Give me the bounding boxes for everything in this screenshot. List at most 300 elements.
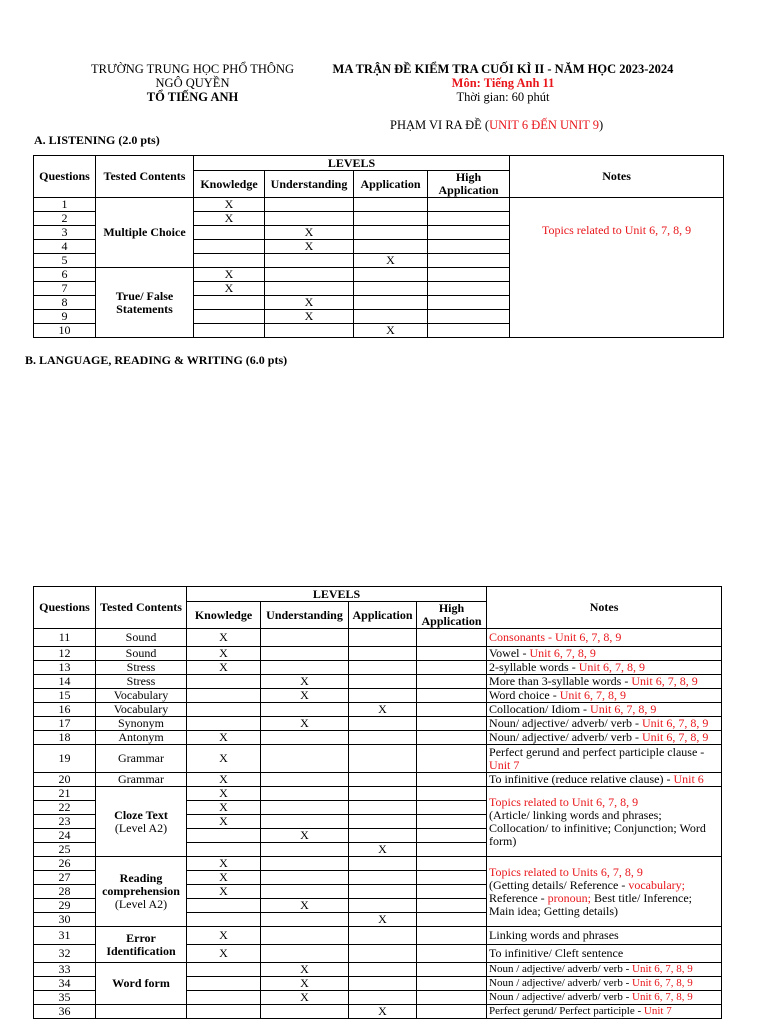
application-mark bbox=[349, 885, 417, 899]
note-unit: Unit 6, 7, 8, 9 bbox=[632, 991, 693, 1003]
col-levels: LEVELS bbox=[194, 156, 510, 171]
knowledge-mark bbox=[187, 703, 261, 717]
note bbox=[487, 977, 722, 991]
col-understanding: Understanding bbox=[261, 602, 349, 629]
note bbox=[487, 629, 722, 647]
high-application-mark bbox=[417, 871, 487, 885]
note-unit: Unit 6, 7, 8, 9 bbox=[642, 716, 709, 730]
knowledge-mark: X bbox=[187, 731, 261, 745]
high-application-mark bbox=[417, 829, 487, 843]
understanding-mark bbox=[261, 745, 349, 773]
note bbox=[487, 647, 722, 661]
question-number: 26 bbox=[34, 857, 96, 871]
application-mark bbox=[349, 963, 417, 977]
understanding-mark bbox=[261, 647, 349, 661]
knowledge-mark bbox=[194, 296, 265, 310]
understanding-mark bbox=[261, 773, 349, 787]
table-row bbox=[34, 647, 722, 661]
application-mark bbox=[354, 310, 428, 324]
note-text: Perfect gerund/ Perfect participle - bbox=[489, 1005, 644, 1017]
application-mark bbox=[349, 815, 417, 829]
understanding-mark bbox=[265, 198, 354, 212]
note-unit: Unit 6, 7, 8, 9 bbox=[631, 674, 698, 688]
col-notes: Notes bbox=[510, 156, 724, 198]
application-mark bbox=[349, 899, 417, 913]
high-application-mark bbox=[417, 963, 487, 977]
knowledge-mark: X bbox=[187, 945, 261, 963]
table-row bbox=[34, 1005, 722, 1019]
high-application-mark bbox=[417, 801, 487, 815]
tested-content: Synonym bbox=[96, 717, 187, 731]
high-application-mark bbox=[417, 661, 487, 675]
question-number: 24 bbox=[34, 829, 96, 843]
knowledge-mark: X bbox=[187, 661, 261, 675]
col-tested-contents: Tested Contents bbox=[96, 587, 187, 629]
tested-content: Stress bbox=[96, 661, 187, 675]
understanding-mark: X bbox=[261, 675, 349, 689]
understanding-mark: X bbox=[261, 899, 349, 913]
tested-content: Grammar bbox=[96, 773, 187, 787]
knowledge-mark bbox=[194, 310, 265, 324]
col-application: Application bbox=[354, 171, 428, 198]
application-mark bbox=[349, 857, 417, 871]
high-application-mark bbox=[417, 647, 487, 661]
high-application-mark bbox=[417, 703, 487, 717]
tested-content bbox=[96, 857, 187, 927]
note-unit: Unit 6, 7, 8, 9 bbox=[632, 977, 693, 989]
question-number: 2 bbox=[34, 212, 96, 226]
understanding-mark bbox=[261, 885, 349, 899]
application-mark: X bbox=[349, 703, 417, 717]
note bbox=[487, 963, 722, 977]
understanding-mark: X bbox=[261, 977, 349, 991]
exam-title: MA TRẬN ĐỀ KIỂM TRA CUỐI KÌ II - NĂM HỌC 2023-2024 bbox=[332, 62, 674, 76]
question-number: 4 bbox=[34, 240, 96, 254]
note-unit: Unit 6, 7, 8, 9 bbox=[642, 730, 709, 744]
high-application-mark bbox=[417, 843, 487, 857]
understanding-mark: X bbox=[265, 226, 354, 240]
note: Topics related to Unit 6, 7, 8, 9 bbox=[510, 198, 724, 338]
question-number: 27 bbox=[34, 871, 96, 885]
application-mark bbox=[349, 977, 417, 991]
question-number: 19 bbox=[34, 745, 96, 773]
knowledge-mark bbox=[187, 913, 261, 927]
question-number: 7 bbox=[34, 282, 96, 296]
high-application-mark bbox=[417, 689, 487, 703]
application-mark bbox=[354, 268, 428, 282]
question-number: 29 bbox=[34, 899, 96, 913]
note-unit: Unit 6, 7, 8, 9 bbox=[529, 646, 596, 660]
school-name-line1: TRƯỜNG TRUNG HỌC PHỔ THÔNG bbox=[91, 62, 294, 76]
knowledge-mark: X bbox=[187, 745, 261, 773]
high-application-mark bbox=[428, 268, 510, 282]
understanding-mark bbox=[261, 787, 349, 801]
high-application-mark bbox=[417, 991, 487, 1005]
knowledge-mark bbox=[187, 899, 261, 913]
question-number: 36 bbox=[34, 1005, 96, 1019]
note bbox=[487, 745, 722, 773]
note-unit: Unit 6 bbox=[673, 772, 704, 786]
note bbox=[487, 689, 722, 703]
knowledge-mark: X bbox=[194, 212, 265, 226]
understanding-mark bbox=[265, 268, 354, 282]
tested-content: True/ False Statements bbox=[96, 268, 194, 338]
question-number: 9 bbox=[34, 310, 96, 324]
knowledge-mark bbox=[187, 991, 261, 1005]
high-application-mark bbox=[428, 226, 510, 240]
knowledge-mark: X bbox=[187, 647, 261, 661]
application-mark bbox=[349, 689, 417, 703]
note-text: Noun/ adjective/ adverb/ verb - bbox=[489, 730, 642, 744]
application-mark bbox=[349, 731, 417, 745]
application-mark bbox=[354, 198, 428, 212]
knowledge-mark bbox=[194, 254, 265, 268]
understanding-mark: X bbox=[261, 963, 349, 977]
question-number: 22 bbox=[34, 801, 96, 815]
knowledge-mark bbox=[187, 689, 261, 703]
understanding-mark bbox=[261, 815, 349, 829]
understanding-mark bbox=[261, 857, 349, 871]
knowledge-mark bbox=[187, 843, 261, 857]
note bbox=[487, 717, 722, 731]
tested-content: Sound bbox=[96, 647, 187, 661]
col-questions: Questions bbox=[34, 587, 96, 629]
tested-content bbox=[96, 1005, 187, 1019]
question-number: 1 bbox=[34, 198, 96, 212]
note-text: Perfect gerund and perfect participle clause - bbox=[489, 744, 705, 759]
high-application-mark bbox=[417, 1005, 487, 1019]
note-unit: Unit 6, 7, 8, 9 bbox=[590, 702, 657, 716]
question-number: 6 bbox=[34, 268, 96, 282]
col-questions: Questions bbox=[34, 156, 96, 198]
language-table bbox=[33, 586, 722, 1019]
application-mark bbox=[349, 745, 417, 773]
question-number: 35 bbox=[34, 991, 96, 1005]
knowledge-mark: X bbox=[187, 857, 261, 871]
question-number: 14 bbox=[34, 675, 96, 689]
question-number: 11 bbox=[34, 629, 96, 647]
school-header bbox=[80, 62, 305, 104]
table-row bbox=[34, 661, 722, 675]
question-number: 25 bbox=[34, 843, 96, 857]
note bbox=[487, 731, 722, 745]
high-application-mark bbox=[428, 324, 510, 338]
application-mark: X bbox=[349, 1005, 417, 1019]
understanding-mark bbox=[261, 801, 349, 815]
note-text: Noun / adjective/ adverb/ verb - bbox=[489, 963, 632, 975]
knowledge-mark bbox=[194, 240, 265, 254]
question-number: 8 bbox=[34, 296, 96, 310]
note bbox=[487, 703, 722, 717]
col-notes: Notes bbox=[487, 587, 722, 629]
group-level: (Level A2) bbox=[114, 897, 168, 911]
exam-scope bbox=[390, 118, 603, 133]
col-knowledge: Knowledge bbox=[194, 171, 265, 198]
note: Linking words and phrases bbox=[487, 927, 722, 945]
knowledge-mark: X bbox=[194, 282, 265, 296]
understanding-mark bbox=[265, 254, 354, 268]
high-application-mark bbox=[428, 310, 510, 324]
understanding-mark bbox=[261, 1005, 349, 1019]
high-application-mark bbox=[417, 717, 487, 731]
note-text: Noun/ adjective/ adverb/ verb - bbox=[489, 716, 642, 730]
application-mark bbox=[349, 801, 417, 815]
tested-content bbox=[96, 787, 187, 857]
scope-suffix: ) bbox=[599, 118, 604, 132]
note-text: Best title/ Inference; Main idea; Getting details) bbox=[489, 890, 692, 918]
question-number: 23 bbox=[34, 815, 96, 829]
application-mark bbox=[349, 829, 417, 843]
section-b-title: B. LANGUAGE, READING & WRITING (6.0 pts) bbox=[25, 353, 288, 367]
table-row bbox=[34, 731, 722, 745]
knowledge-mark: X bbox=[194, 198, 265, 212]
question-number: 17 bbox=[34, 717, 96, 731]
high-application-mark bbox=[417, 945, 487, 963]
group-title: Reading comprehension bbox=[102, 871, 180, 898]
understanding-mark bbox=[265, 282, 354, 296]
group-title: Word form bbox=[112, 976, 170, 990]
table-row bbox=[34, 787, 722, 801]
high-application-mark bbox=[417, 899, 487, 913]
tested-content: Antonym bbox=[96, 731, 187, 745]
high-application-mark bbox=[417, 731, 487, 745]
note-unit: Consonants - Unit 6, 7, 8, 9 bbox=[489, 630, 622, 644]
understanding-mark bbox=[261, 871, 349, 885]
high-application-mark bbox=[428, 296, 510, 310]
note bbox=[487, 857, 722, 927]
high-application-mark bbox=[417, 629, 487, 647]
table-row bbox=[34, 703, 722, 717]
knowledge-mark bbox=[187, 963, 261, 977]
table-row bbox=[34, 745, 722, 773]
col-high-application: High Application bbox=[417, 602, 487, 629]
exam-header bbox=[318, 62, 688, 104]
understanding-mark bbox=[261, 913, 349, 927]
application-mark bbox=[354, 282, 428, 296]
note-text: Vowel - bbox=[489, 646, 530, 660]
table-row bbox=[34, 689, 722, 703]
note-unit: Unit 7 bbox=[489, 757, 520, 772]
high-application-mark bbox=[428, 254, 510, 268]
understanding-mark bbox=[261, 661, 349, 675]
note-unit: Unit 6, 7, 8, 9 bbox=[578, 660, 646, 674]
tested-content: Vocabulary bbox=[96, 689, 187, 703]
knowledge-mark bbox=[194, 324, 265, 338]
exam-subject: Môn: Tiếng Anh 11 bbox=[451, 76, 555, 90]
understanding-mark: X bbox=[265, 240, 354, 254]
note-unit: Unit 7 bbox=[643, 1005, 672, 1017]
application-mark bbox=[349, 675, 417, 689]
high-application-mark bbox=[417, 977, 487, 991]
understanding-mark: X bbox=[261, 991, 349, 1005]
note-text: More than 3-syllable words - bbox=[489, 674, 632, 688]
understanding-mark: X bbox=[265, 310, 354, 324]
application-mark bbox=[349, 991, 417, 1005]
note-text: (Getting details/ Reference - bbox=[489, 877, 629, 892]
application-mark bbox=[349, 717, 417, 731]
knowledge-mark: X bbox=[194, 268, 265, 282]
tested-content: Grammar bbox=[96, 745, 187, 773]
high-application-mark bbox=[417, 745, 487, 773]
col-knowledge: Knowledge bbox=[187, 602, 261, 629]
application-mark bbox=[349, 773, 417, 787]
understanding-mark: X bbox=[265, 296, 354, 310]
application-mark bbox=[349, 871, 417, 885]
note bbox=[487, 991, 722, 1005]
school-name-line2: NGÔ QUYỀN bbox=[155, 76, 230, 90]
note-text: 2-syllable words - bbox=[489, 660, 579, 674]
question-number: 13 bbox=[34, 661, 96, 675]
table-row bbox=[34, 773, 722, 787]
knowledge-mark: X bbox=[187, 815, 261, 829]
question-number: 3 bbox=[34, 226, 96, 240]
knowledge-mark: X bbox=[187, 801, 261, 815]
understanding-mark: X bbox=[261, 829, 349, 843]
note-text: Noun / adjective/ adverb/ verb - bbox=[489, 977, 632, 989]
knowledge-mark: X bbox=[187, 773, 261, 787]
understanding-mark bbox=[261, 703, 349, 717]
note-topics: Topics related to Units 6, 7, 8, 9 bbox=[489, 864, 643, 879]
note bbox=[487, 1005, 722, 1019]
question-number: 30 bbox=[34, 913, 96, 927]
high-application-mark bbox=[417, 885, 487, 899]
tested-content: Vocabulary bbox=[96, 703, 187, 717]
question-number: 12 bbox=[34, 647, 96, 661]
knowledge-mark: X bbox=[187, 787, 261, 801]
application-mark bbox=[349, 661, 417, 675]
application-mark: X bbox=[354, 254, 428, 268]
knowledge-mark: X bbox=[187, 885, 261, 899]
knowledge-mark bbox=[187, 675, 261, 689]
note-text: Collocation/ Idiom - bbox=[489, 702, 591, 716]
col-application: Application bbox=[349, 602, 417, 629]
high-application-mark bbox=[417, 773, 487, 787]
note-highlight: pronoun; bbox=[547, 890, 592, 905]
note bbox=[487, 773, 722, 787]
application-mark bbox=[354, 226, 428, 240]
high-application-mark bbox=[428, 198, 510, 212]
understanding-mark: X bbox=[261, 689, 349, 703]
understanding-mark bbox=[261, 629, 349, 647]
table-row bbox=[34, 963, 722, 977]
question-number: 10 bbox=[34, 324, 96, 338]
high-application-mark bbox=[428, 282, 510, 296]
question-number: 32 bbox=[34, 945, 96, 963]
exam-time: Thời gian: 60 phút bbox=[456, 90, 550, 104]
application-mark bbox=[349, 629, 417, 647]
col-understanding: Understanding bbox=[265, 171, 354, 198]
note-unit: Unit 6, 7, 8, 9 bbox=[632, 963, 693, 975]
high-application-mark bbox=[417, 815, 487, 829]
col-levels: LEVELS bbox=[187, 587, 487, 602]
col-high-application: High Application bbox=[428, 171, 510, 198]
table-row bbox=[34, 198, 724, 212]
knowledge-mark: X bbox=[187, 629, 261, 647]
question-number: 20 bbox=[34, 773, 96, 787]
note-text: Reference - bbox=[489, 890, 548, 905]
note-details bbox=[489, 879, 719, 918]
tested-content: Sound bbox=[96, 629, 187, 647]
question-number: 34 bbox=[34, 977, 96, 991]
application-mark bbox=[349, 787, 417, 801]
high-application-mark bbox=[417, 787, 487, 801]
note-highlight: vocabulary; bbox=[628, 877, 685, 892]
table-row bbox=[34, 717, 722, 731]
note-unit: Unit 6, 7, 8, 9 bbox=[559, 688, 627, 702]
understanding-mark bbox=[265, 324, 354, 338]
application-mark bbox=[354, 296, 428, 310]
note-topics: Topics related to Unit 6, 7, 8, 9 bbox=[489, 794, 639, 809]
group-title: Cloze Text bbox=[114, 807, 168, 822]
application-mark: X bbox=[349, 913, 417, 927]
knowledge-mark bbox=[194, 226, 265, 240]
note: To infinitive/ Cleft sentence bbox=[487, 945, 722, 963]
table-row bbox=[34, 857, 722, 871]
understanding-mark bbox=[261, 731, 349, 745]
question-number: 21 bbox=[34, 787, 96, 801]
question-number: 16 bbox=[34, 703, 96, 717]
high-application-mark bbox=[417, 927, 487, 945]
knowledge-mark bbox=[187, 717, 261, 731]
application-mark bbox=[349, 945, 417, 963]
application-mark bbox=[349, 927, 417, 945]
understanding-mark bbox=[261, 927, 349, 945]
table-row bbox=[34, 675, 722, 689]
understanding-mark bbox=[261, 843, 349, 857]
question-number: 33 bbox=[34, 963, 96, 977]
understanding-mark bbox=[265, 212, 354, 226]
table-row bbox=[34, 629, 722, 647]
understanding-mark bbox=[261, 945, 349, 963]
application-mark bbox=[354, 240, 428, 254]
knowledge-mark bbox=[187, 829, 261, 843]
question-number: 15 bbox=[34, 689, 96, 703]
knowledge-mark bbox=[187, 977, 261, 991]
high-application-mark bbox=[417, 913, 487, 927]
note bbox=[487, 661, 722, 675]
question-number: 18 bbox=[34, 731, 96, 745]
note bbox=[487, 675, 722, 689]
listening-table bbox=[33, 155, 724, 338]
note bbox=[487, 787, 722, 857]
department-name: TỔ TIẾNG ANH bbox=[146, 90, 239, 104]
note-text: Noun / adjective/ adverb/ verb - bbox=[489, 991, 632, 1003]
note-text: Word choice - bbox=[489, 688, 560, 702]
note-details: (Article/ linking words and phrases; Collocation/ to infinitive; Conjunction; Word form) bbox=[489, 807, 706, 848]
scope-units: UNIT 6 ĐẾN UNIT 9 bbox=[489, 118, 600, 132]
high-application-mark bbox=[417, 675, 487, 689]
application-mark bbox=[354, 212, 428, 226]
question-number: 31 bbox=[34, 927, 96, 945]
table-row bbox=[34, 927, 722, 945]
question-number: 5 bbox=[34, 254, 96, 268]
application-mark: X bbox=[349, 843, 417, 857]
question-number: 28 bbox=[34, 885, 96, 899]
tested-content bbox=[96, 927, 187, 963]
tested-content: Stress bbox=[96, 675, 187, 689]
high-application-mark bbox=[428, 212, 510, 226]
group-title: Error Identification bbox=[106, 930, 176, 958]
section-a-title: A. LISTENING (2.0 pts) bbox=[34, 133, 160, 147]
group-level: (Level A2) bbox=[114, 820, 168, 835]
high-application-mark bbox=[417, 857, 487, 871]
tested-content bbox=[96, 963, 187, 1005]
application-mark bbox=[349, 647, 417, 661]
tested-content: Multiple Choice bbox=[96, 198, 194, 268]
understanding-mark: X bbox=[261, 717, 349, 731]
application-mark: X bbox=[354, 324, 428, 338]
col-tested-contents: Tested Contents bbox=[96, 156, 194, 198]
